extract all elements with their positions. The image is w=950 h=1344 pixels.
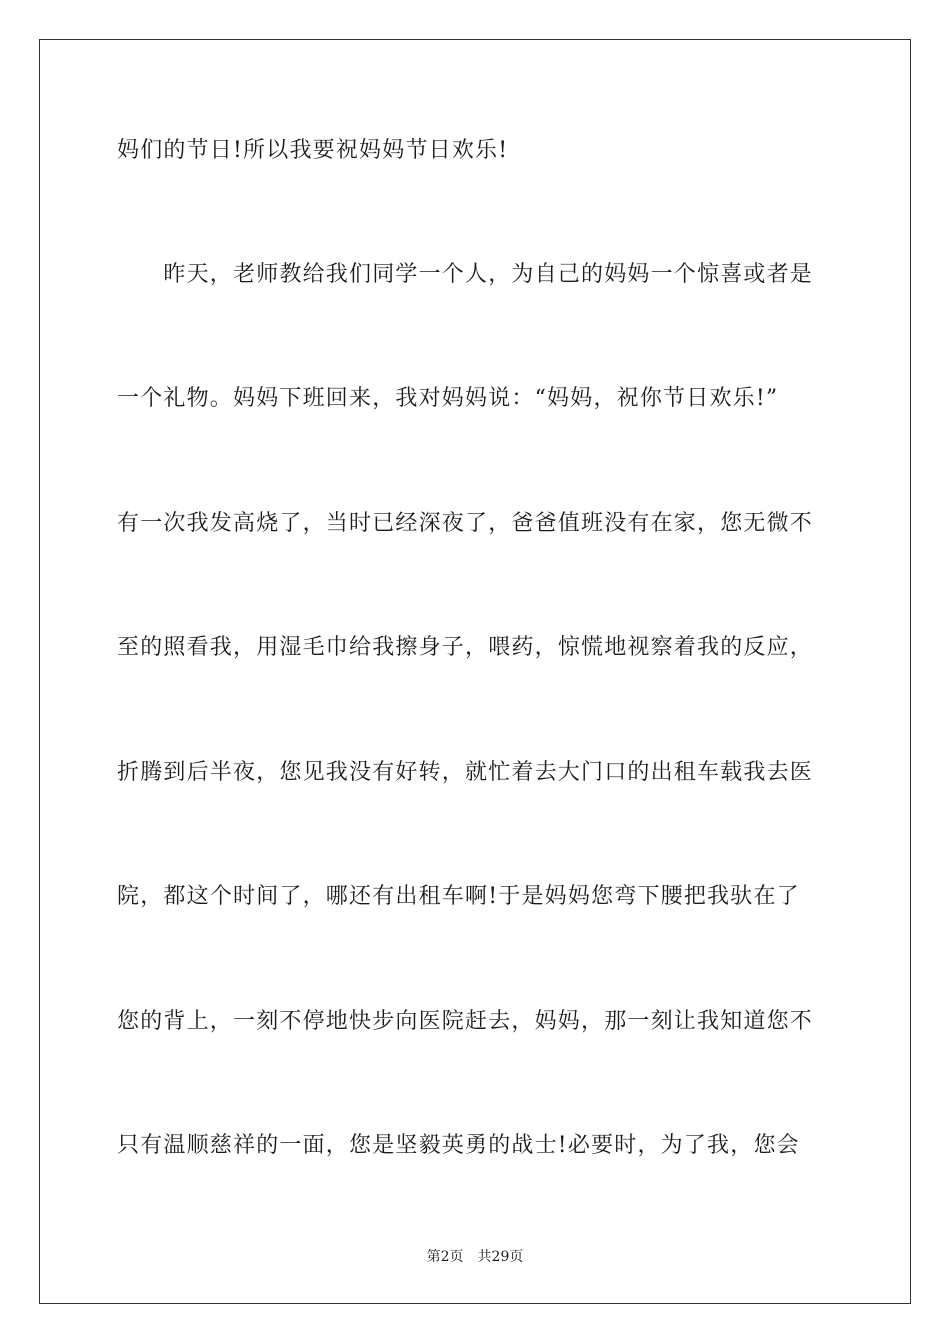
page-border — [39, 39, 911, 1304]
body-text-line-8: 您的背上，一刻不停地快步向医院赶去，妈妈，那一刻让我知道您不 — [117, 1009, 814, 1034]
page-number-footer: 第2页 共29页 — [426, 1249, 524, 1265]
body-text-line-6: 折腾到后半夜，您见我没有好转，就忙着去大门口的出租车载我去医 — [117, 760, 814, 785]
body-text-line-7: 院，都这个时间了，哪还有出租车啊!于是妈妈您弯下腰把我驮在了 — [117, 884, 800, 909]
body-text-line-9: 只有温顺慈祥的一面，您是坚毅英勇的战士!必要时，为了我，您会 — [117, 1133, 800, 1158]
body-text-line-4: 有一次我发高烧了，当时已经深夜了，爸爸值班没有在家，您无微不 — [117, 511, 814, 536]
body-text-line-3: 一个礼物。妈妈下班回来，我对妈妈说：“妈妈，祝你节日欢乐!” — [117, 386, 779, 411]
body-text-line-2: 昨天，老师教给我们同学一个人，为自己的妈妈一个惊喜或者是 — [117, 262, 814, 287]
body-text-line-1: 妈们的节日!所以我要祝妈妈节日欢乐! — [117, 138, 509, 163]
body-text-line-5: 至的照看我，用湿毛巾给我擦身子，喂药，惊慌地视察着我的反应， — [117, 635, 814, 660]
